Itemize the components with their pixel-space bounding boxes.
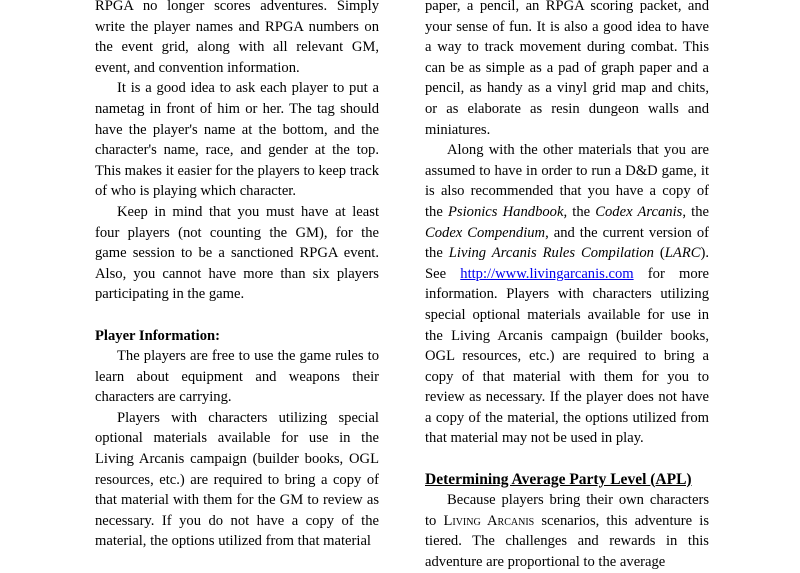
book-title-codex-compendium: Codex Compendium <box>425 224 546 241</box>
right-column <box>425 0 709 573</box>
heading-apl: Determining Average Party Level (APL) <box>425 470 692 488</box>
text-run: ( <box>653 245 665 262</box>
book-title-larc: Living Arcanis Rules Compilation <box>448 245 654 262</box>
spacer <box>95 305 379 326</box>
text-run: the <box>567 203 596 220</box>
paragraph-recommended-books <box>425 140 709 449</box>
text-run: Because players bring their own characters to <box>425 492 709 529</box>
text-run: , the <box>682 203 709 220</box>
paragraph-player-count: Keep in mind that you must have at least four players (not counting the GM), for the game session to be a sanctioned RPGA event. Also, you cannot have more than six players participating in the game. <box>95 203 379 303</box>
text-run: scenarios, this adventure is tiered. The challenges and rewards in this adventure are proportional to the average <box>425 512 709 571</box>
text-run: for more information. Players with characters utilizing special optional materials available for use in the Living Arcanis campaign (builder books, OGL resources, etc.) are required to bring a copy of that material with them for you to review as necessary. If the player does not have a copy of the material, the options utilized from that material may not be used in play. <box>425 265 709 447</box>
paragraph-apl <box>425 490 709 572</box>
spacer <box>425 449 709 470</box>
text-run: ). See <box>425 245 709 282</box>
paragraph-nametag: It is a good idea to ask each player to put a nametag in front of him or her. The tag should have the player's name at the bottom, and the character's name, race, and gender at the top. This makes it easier for the players to keep track of who is playing which character. <box>95 80 379 200</box>
larc-abbrev: LARC <box>664 245 701 262</box>
heading-player-information: Player Information: <box>95 327 220 344</box>
paragraph-optional-materials: Players with characters utilizing special optional materials available for use in the Living Arcanis campaign (builder books, OGL resources, etc.) are required to bring a copy of that material with them for the GM to review as necessary. If you do not have a copy of the material, the options utilized from that material <box>95 409 379 550</box>
text-run: Along with the other materials that you are assumed to have in order to run a D&D game, it is also recommended that you have a copy of the <box>425 142 709 220</box>
text-run: , and the current version of the <box>425 224 709 262</box>
paragraph-game-rules: The players are free to use the game rules to learn about equipment and weapons their characters are carrying. <box>95 348 379 406</box>
book-title-codex-arcanis: Codex Arcanis <box>595 203 683 220</box>
left-column <box>95 0 379 552</box>
living-arcanis-link[interactable]: http://www.livingarcanis.com <box>460 265 634 282</box>
paragraph-materials: paper, a pencil, an RPGA scoring packet, and your sense of fun. It is also a good idea to have a way to track movement during combat. This can be as simple as a pad of graph paper and a pencil, as handy as a vinyl grid map and chits, or as elaborate as resin dungeon walls and miniatures. <box>425 0 709 138</box>
campaign-name: Living Arcanis <box>443 512 535 529</box>
book-title-psionics: Psionics Handbook, <box>448 203 568 220</box>
paragraph-scoring: RPGA no longer scores adventures. Simply write the player names and RPGA numbers on the event grid, along with all relevant GM, event, and convention information. <box>95 0 379 76</box>
